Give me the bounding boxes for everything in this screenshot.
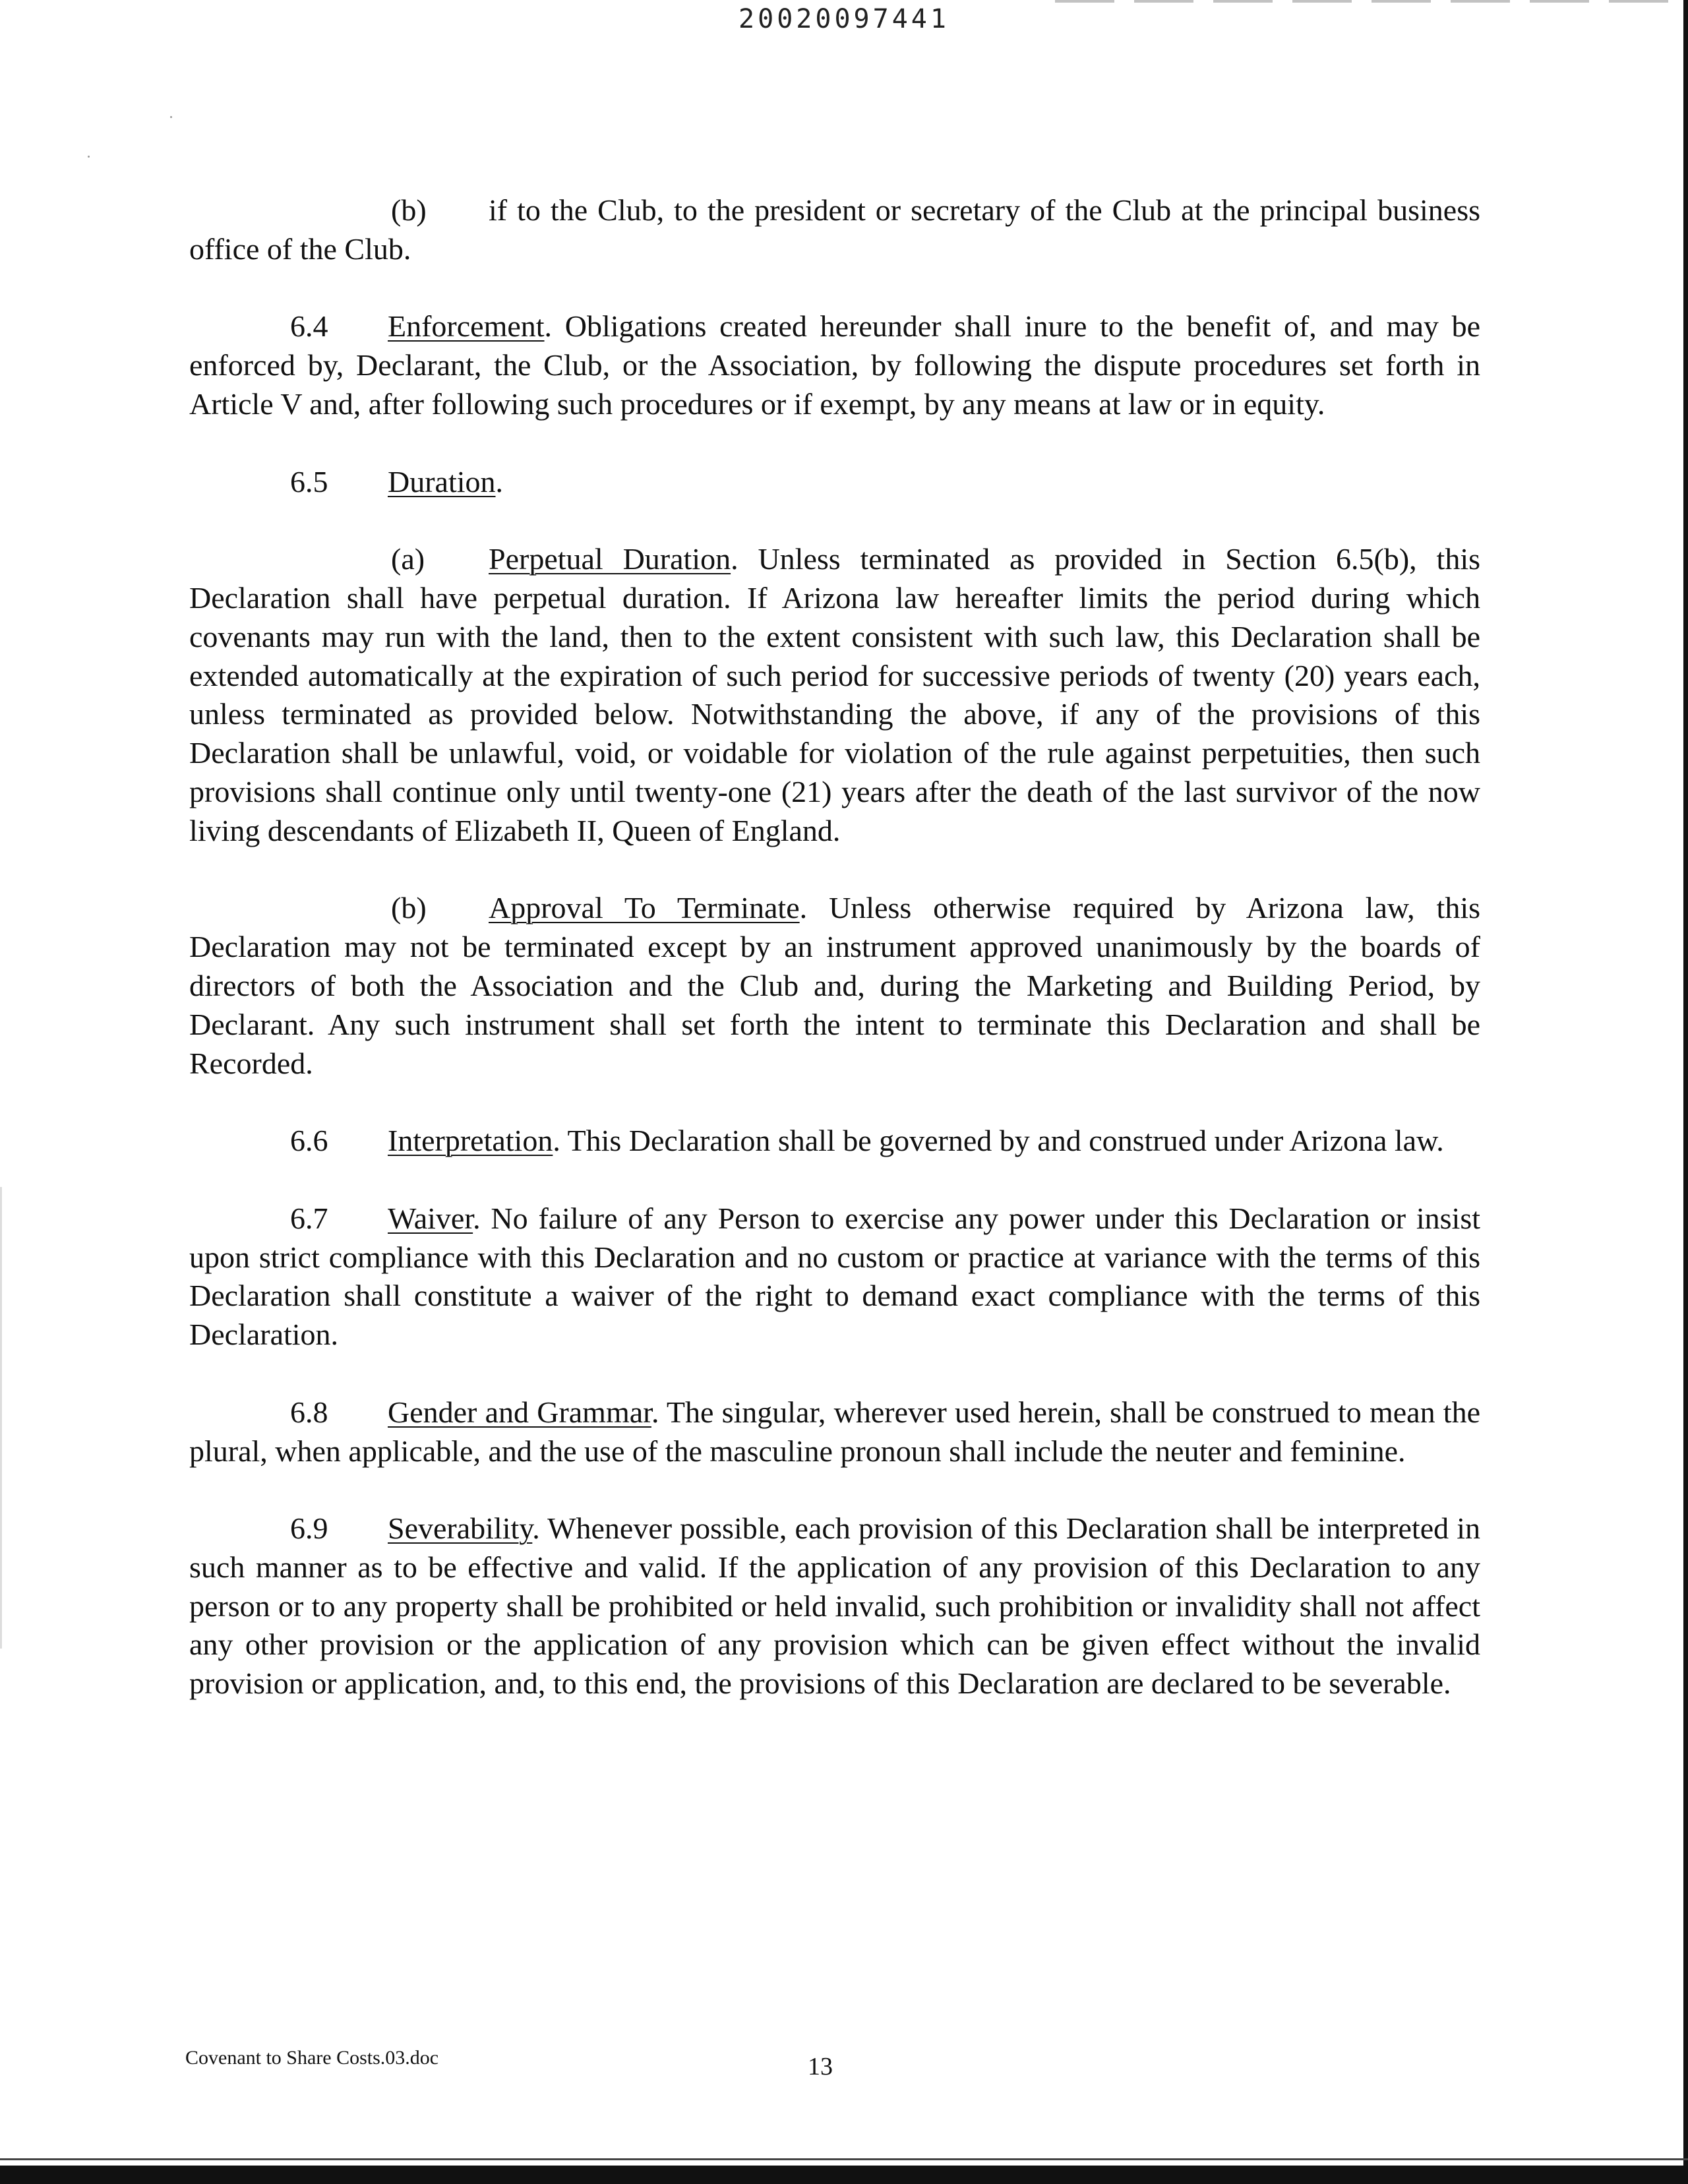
section-number: 6.6 xyxy=(290,1124,328,1158)
document-body xyxy=(189,191,1480,1742)
subsection-title: Approval To Terminate xyxy=(489,891,800,925)
section-text: . This Declaration shall be governed by and construed under Arizona law. xyxy=(553,1124,1444,1158)
paragraph-number: (b) xyxy=(391,193,427,227)
section-number: 6.9 xyxy=(290,1511,328,1546)
paragraph-6-7 xyxy=(189,1199,1480,1354)
section-title: Severability xyxy=(388,1511,533,1546)
section-title: Enforcement xyxy=(388,309,545,344)
section-text: . The singular, wherever used herein, shall be construed to mean the plural, when applicable, and the use of the masculine pronoun shall include the neuter and feminine. xyxy=(189,1395,1480,1468)
paragraph-6-9 xyxy=(189,1509,1480,1703)
scan-top-rule xyxy=(1055,0,1688,3)
paragraph-6-4 xyxy=(189,307,1480,423)
footer-filename: Covenant to Share Costs.03.doc xyxy=(185,2047,439,2069)
paragraph-6-5-b xyxy=(189,889,1480,1083)
section-number: 6.4 xyxy=(290,309,328,344)
section-text: . No failure of any Person to exercise any power under this Declaration or insist upon strict compliance with this Declaration and no custom or practice at variance with the terms of this Declaration shall constitute a waiver of the right to demand exact compliance with the terms of this Declaration. xyxy=(189,1201,1480,1352)
section-title: Waiver xyxy=(388,1201,473,1235)
subsection-number: (a) xyxy=(391,542,425,576)
subsection-title: Perpetual Duration xyxy=(489,542,731,576)
subsection-text: . Unless otherwise required by Arizona law, this Declaration may not be terminated except by an instrument approved unanimously by the boards of directors of both the Association and the Club and, during the Marketing and Building Period, by Declarant. Any such instrument shall set forth the intent to terminate this Declaration and shall be Recorded. xyxy=(189,891,1481,1080)
footer-page-number: 13 xyxy=(808,2053,833,2080)
scan-speck xyxy=(88,156,90,158)
scan-speck xyxy=(170,116,172,118)
section-title: Interpretation xyxy=(388,1124,553,1158)
section-title: Gender and Grammar xyxy=(388,1395,651,1429)
paragraph-6-8 xyxy=(189,1393,1480,1471)
paragraph-6-5 xyxy=(189,463,1480,502)
section-text: . Whenever possible, each provision of this Declaration shall be interpreted in such manner as to be effective and valid. If the application of any provision of this Declaration to any person or to any property shall be prohibited or held invalid, such prohibition or invalidity shall not affect any other provision or the application of any provision which can be given effect without the invalid provision or application, and, to this end, the provisions of this Declaration are declared to be severable. xyxy=(189,1511,1480,1701)
section-title: Duration xyxy=(388,464,496,499)
paragraph-6-6 xyxy=(189,1122,1480,1161)
scan-bottom-line xyxy=(0,2158,1688,2160)
paragraph-text: if to the Club, to the president or secretary of the Club at the principal business office of the Club. xyxy=(189,193,1480,266)
paragraph-6-5-a xyxy=(189,540,1480,850)
section-number: 6.5 xyxy=(290,464,328,499)
subsection-number: (b) xyxy=(391,891,427,925)
section-number: 6.7 xyxy=(290,1201,328,1235)
scan-left-edge xyxy=(0,1187,2,1649)
scan-bottom-bar xyxy=(0,2166,1688,2184)
subsection-text: . Unless terminated as provided in Section 6.5(b), this Declaration shall have perpetual duration. If Arizona law hereafter limits the period during which covenants may run with the land, then to the extent consistent with such law, this Declaration shall be extended automatically at the expiration of such period for successive periods of twenty (20) years each, unless terminated as provided below. Notwithstanding the above, if any of the provisions of this Declaration shall be unlawful, void, or voidable for violation of the rule against perpetuities, then such provisions shall continue only until twenty-one (21) years after the death of the last survivor of the now living descendants of Elizabeth II, Queen of England. xyxy=(189,542,1480,847)
section-number: 6.8 xyxy=(290,1395,328,1429)
section-text: . xyxy=(495,464,504,499)
document-number: 20020097441 xyxy=(738,4,950,34)
paragraph-notice-b xyxy=(189,191,1480,269)
scan-right-edge xyxy=(1683,0,1688,2184)
section-text: . Obligations created hereunder shall inure to the benefit of, and may be enforced by, Declarant, the Club, or the Association, by following the dispute procedures set forth in Article V and, after following such procedures or if exempt, by any means at law or in equity. xyxy=(189,309,1480,421)
